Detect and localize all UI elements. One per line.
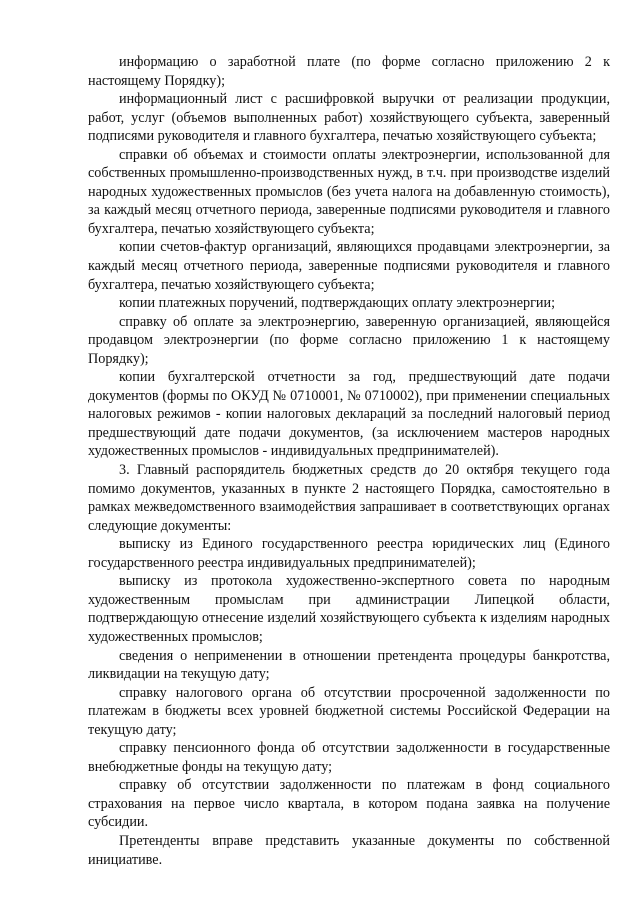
paragraph-salary-info: информацию о заработной плате (по форме согласно приложению 2 к настоящему Порядку);	[88, 54, 610, 89]
paragraph-pension-certificate: справку пенсионного фонда об отсутствии задолженности в государственные внебюджетные фонды на текущую дату;	[88, 740, 610, 775]
paragraph-social-insurance-certificate: справку об отсутствии задолженности по платежам в фонд социального страхования на первое число квартала, в котором подана заявка на получение субсидии.	[88, 777, 610, 831]
paragraph-tax-certificate: справку налогового органа об отсутствии просроченной задолженности по платежам в бюджеты всех уровней бюджетной системы Российской Федерации на текущую дату;	[88, 684, 610, 738]
document-page	[88, 53, 610, 869]
paragraph-registry-extract: выписку из Единого государственного реестра юридических лиц (Единого государственного реестра индивидуальных предпринимателей);	[88, 536, 610, 571]
paragraph-electricity-payment-certificate: справку об оплате за электроэнергию, заверенную организацией, являющейся продавцом электроэнергии (по форме согласно приложению 1 к настоящему Порядку);	[88, 313, 610, 367]
paragraph-revenue-sheet: информационный лист с расшифровкой выручки от реализации продукции, работ, услуг (объемов выполненных работ) хозяйствующего субъекта, заверенный подписями руководителя и главного бухгалтера, печатью хозяйствующего субъекта;	[88, 91, 610, 145]
paragraph-section-3: 3. Главный распорядитель бюджетных средств до 20 октября текущего года помимо документов, указанных в пункте 2 настоящего Порядка, самостоятельно в рамках межведомственного взаимодействия запрашивает в соответствующих органах следующие документы:	[88, 462, 610, 534]
paragraph-bankruptcy-info: сведения о неприменении в отношении претендента процедуры банкротства, ликвидации на текущую дату;	[88, 647, 610, 683]
paragraph-payment-orders: копии платежных поручений, подтверждающих оплату электроэнергии;	[119, 295, 556, 312]
paragraph-invoice-copies: копии счетов-фактур организаций, являющихся продавцами электроэнергии, за каждый месяц отчетного периода, заверенные подписями руководителя и главного бухгалтера, печатью хозяйствующего субъекта;	[88, 239, 610, 293]
paragraph-accounting-reports: копии бухгалтерской отчетности за год, предшествующий дате подачи документов (формы по ОКУД № 0710001, № 0710002), при применении специальных налоговых режимов - копии налоговых деклараций за последний налоговый период предшествующий дате подачи документов, (за исключением мастеров народных художественных промыслов - индивидуальных предпринимателей).	[88, 369, 610, 460]
paragraph-protocol-extract: выписку из протокола художественно-экспертного совета по народным художественным промыслам при администрации Липецкой области, подтверждающую отнесение изделий хозяйствующего субъекта к изделиям народных художественных промыслов;	[88, 573, 610, 645]
paragraph-applicants-initiative: Претенденты вправе представить указанные документы по собственной инициативе.	[88, 832, 610, 868]
paragraph-electricity-reports: справки об объемах и стоимости оплаты электроэнергии, использованной для собственных промышленно-производственных нужд, в т.ч. при производстве изделий народных художественных промыслов (без учета налога на добавленную стоимость), за каждый месяц отчетного периода, заверенные подписями руководителя и главного бухгалтера, печатью хозяйствующего субъекта;	[88, 146, 610, 237]
